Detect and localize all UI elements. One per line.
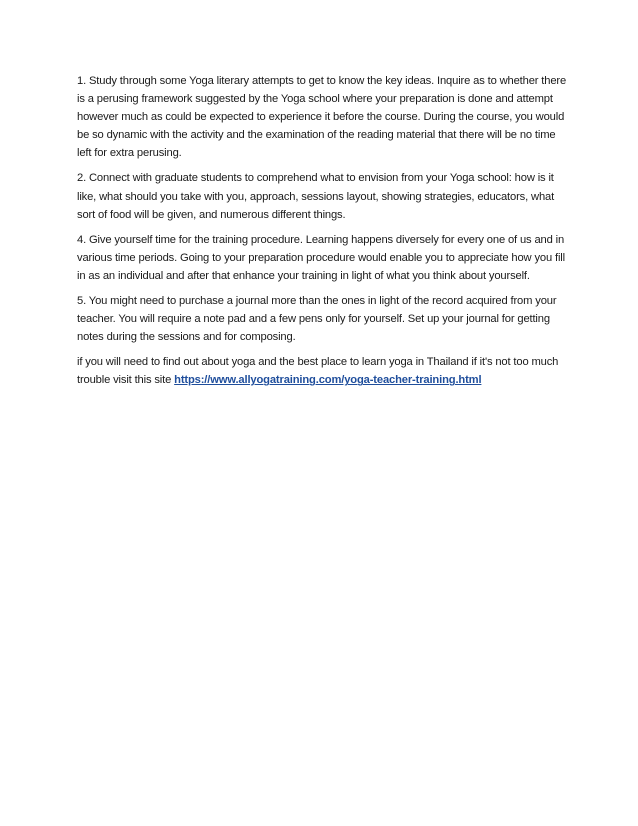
closing-text: if you will need to find out about yoga and the best place to learn yoga in Thailand if it's not too much trouble visit this site [77, 356, 559, 387]
training-link[interactable]: https://www.allyogatraining.com/yoga-teacher-training.html [174, 374, 482, 387]
paragraph-time: 4. Give yourself time for the training procedure. Learning happens diversely for every one of us and in various time periods. Going to your preparation procedure would enable you to appreciate how you fill in as an individual and after that enhance your training in light of what you think about yourself. [77, 233, 565, 282]
document-body [77, 72, 567, 397]
paragraph-study: 1. Study through some Yoga literary attempts to get to know the key ideas. Inquire as to whether there is a perusing framework suggested by the Yoga school where your preparation is done and attempt however much as could be expected to experience it before the course. During the course, you would be so dynamic with the activity and the examination of the reading material that there will be no time left for extra perusing. [77, 75, 567, 160]
paragraph-journal: 5. You might need to purchase a journal more than the ones in light of the record acquired from your teacher. You will require a note pad and a few pens only for yourself. Set up your journal for getting notes during the sessions and for composing. [77, 295, 557, 344]
paragraph-connect: 2. Connect with graduate students to comprehend what to envision from your Yoga school: how is it like, what should you take with you, approach, sessions layout, showing strategies, educators, what sort of food will be given, and numerous different things. [77, 172, 555, 221]
paragraph-closing [77, 353, 567, 389]
